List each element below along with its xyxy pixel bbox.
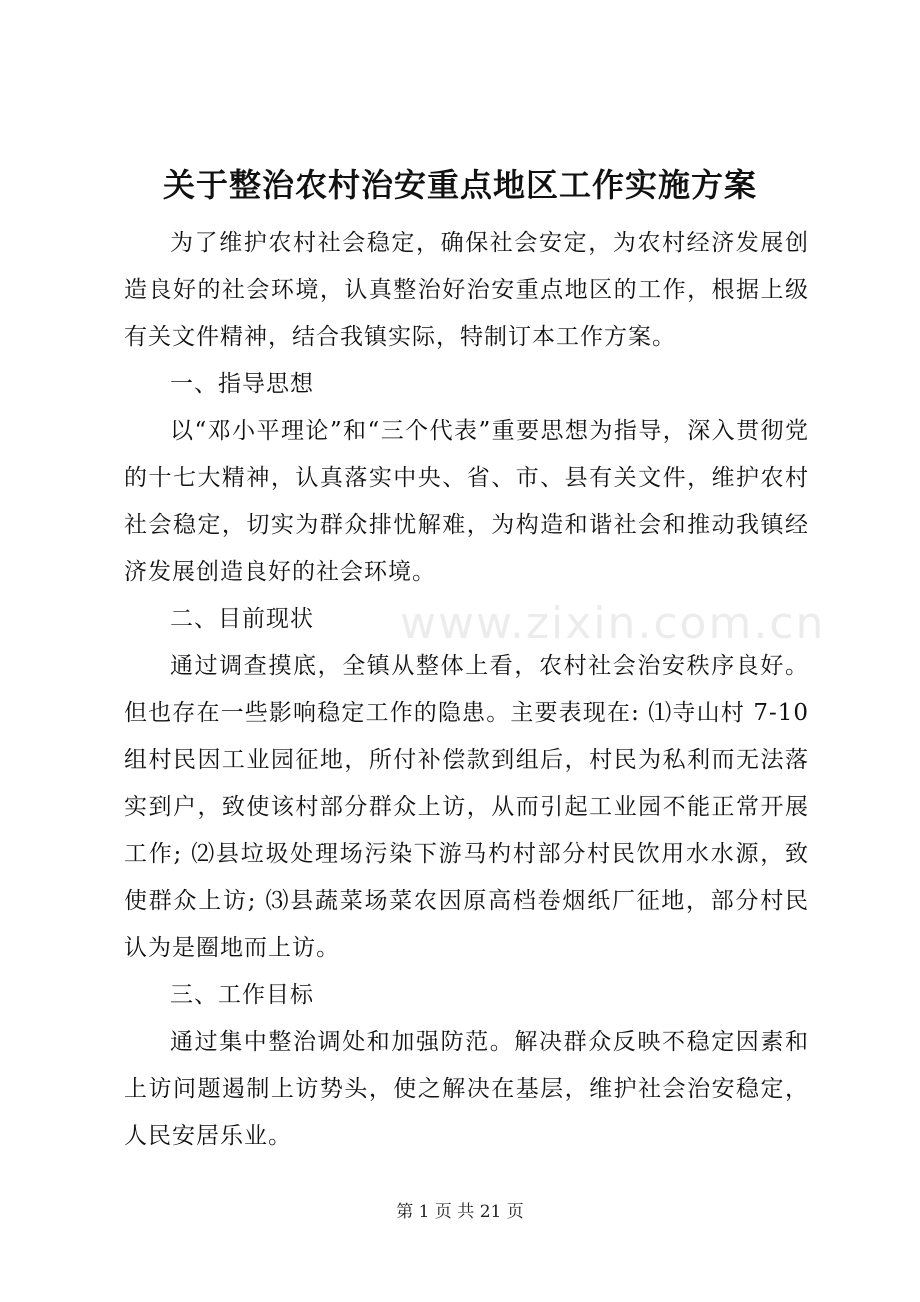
site-watermark: www.zixin.com.cn — [400, 598, 826, 649]
work-goals-paragraph: 通过集中整治调处和加强防范。解决群众反映不稳定因素和上访问题遏制上访势头，使之解决在基层，维护社会治安稳定，人民安居乐业。 — [124, 1029, 809, 1149]
current-status-paragraph: 通过调查摸底，全镇从整体上看，农村社会治安秩序良好。但也存在一些影响稳定工作的隐患。主要表现在: ⑴寺山村 7-10组村民因工业园征地，所付补偿款到组后，村民为私利而无法落实到户，致使该村部分群众上访，从而引起工业园不能正常开展工作; ⑵县垃圾处理场污染下游马杓村部分村民饮用水水源，致使群众上访; ⑶县蔬菜场菜农因原高档卷烟纸厂征地，部分村民认为是圈地而上访。 — [124, 653, 809, 961]
section-heading-current-status: 二、目前现状 — [170, 606, 314, 632]
document-title: 关于整治农村治安重点地区工作实施方案 — [162, 166, 757, 204]
guiding-ideology-paragraph: 以“邓小平理论”和“三个代表”重要思想为指导，深入贯彻党的十七大精神，认真落实中央、省、市、县有关文件，维护农村社会稳定，切实为群众排忧解难，为构造和谐社会和推动我镇经济发展创造良好的社会环境。 — [124, 418, 809, 585]
section-heading-work-goals: 三、工作目标 — [170, 982, 314, 1008]
intro-paragraph: 为了维护农村社会稳定，确保社会安定，为农村经济发展创造良好的社会环境，认真整治好治安重点地区的工作，根据上级有关文件精神，结合我镇实际，特制订本工作方案。 — [124, 230, 809, 350]
document-body — [124, 220, 809, 1160]
page-footer: 第 1 页 共 21 页 — [396, 1202, 524, 1222]
section-heading-guiding-ideology: 一、指导思想 — [170, 371, 314, 397]
